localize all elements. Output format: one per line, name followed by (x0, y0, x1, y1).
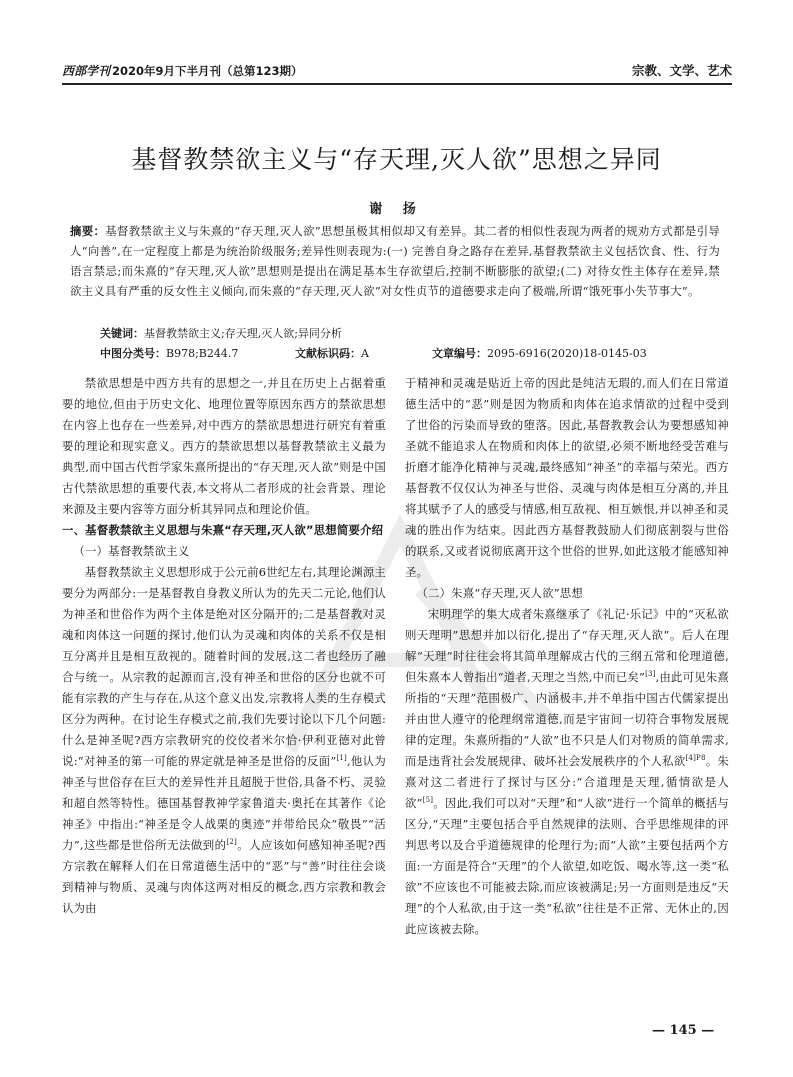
paragraph-text: ,他认为神圣与世俗存在巨大的差异性并且超脱于世俗,具备不朽、灵验和超自然等特性。德国基督教神学家鲁道夫·奥托在其著作《论神圣》中指出:“神圣是令人战栗的奥迹”并带给民众“敬畏”“活力”,这些都是世俗所无法做到的 (62, 754, 386, 852)
article-no-label: 文章编号： (432, 347, 487, 360)
issue-label: 2020年9月下半月刊（总第123期） (112, 64, 303, 78)
page-number: — 145 — (652, 1023, 715, 1038)
paragraph-text: 。因此,我们可以对“天理”和“人欲”进行一个简单的概括与区分,“天理”主要包括合乎自然规律的法则、合乎思维规律的评判思考以及合乎道德规律的伦理行为;而“人欲”主要包括两个方面:一方面是符合“天理”的个人欲望,如吃饭、喝水等,这一类“私欲”不应该也不可能被去除,而应该被满足;另一方面则是违反“天理”的个人私欲,由于这一类“私欲”往往是不正常、无休止的,因此应该被去除。 (405, 796, 729, 936)
paragraph-intro: 禁欲思想是中西方共有的思想之一,并且在历史上占据着重要的地位,但由于历史文化、地理位置等原因东西方的禁欲思想在内容上也存在一些差异,对中西方的禁欲思想进行研究有着重要的理论和现实意义。西方的禁欲思想以基督教禁欲主义最为典型,而中国古代哲学家朱熹所提出的“存天理,灭人欲”则是中国古代禁欲思想的重要代表,本文将从二者形成的社会背景、理论来源及主要内容等方面分析其异同点和理论价值。 (62, 376, 386, 516)
clc-value: B978;B244.7 (166, 347, 239, 360)
doc-code-value: A (361, 347, 369, 360)
article-title: 基督教禁欲主义与“存天理,灭人欲”思想之异同 (131, 145, 662, 174)
citation: [2] (226, 838, 237, 847)
abstract-text: 基督教禁欲主义与朱熹的“存天理,灭人欲”思想虽极其相似却又有差异。其二者的相似性表现为两者的规劝方式都是引导人“向善”,在一定程度上都是为统治阶级服务;差异性则表现为:(一) 完善自身之路存在差异,基督教禁欲主义包括饮食、性、行为语言禁忌;而朱熹的“存天理,灭人欲”思想则是提出在满足基本生存欲望后,控制不断膨胀的欲望;(二) 对待女性主体存在差异,禁欲主义具有严重的反女性主义倾向,而朱熹的“存天理,灭人欲”对女性贞节的道德要求走向了极端,所谓“饿死事小失节事大”。 (70, 224, 720, 298)
journal-issue (62, 62, 303, 79)
keywords-label: 关键词： (100, 327, 144, 340)
classification-line (100, 345, 700, 361)
body-column-right (405, 373, 729, 940)
abstract-label: 摘要： (70, 224, 106, 238)
running-header (62, 58, 732, 84)
section-label: 宗教、文学、艺术 (631, 63, 732, 78)
journal-mark: 西部学刊 (62, 64, 111, 78)
paragraph-text: 。人应该如何感知神圣呢?西方宗教在解释人们在日常道德生活中的“恶”与“善”时往往会谈到精神与物质、灵魂与肉体这两对相反的概念,西方宗教和教会认为由 (62, 838, 386, 915)
paragraph-text: 宋明理学的集大成者朱熹继承了《礼记·乐记》中的“灭私欲则天理明”思想并加以衍化,提出了“存天理,灭人欲”。后人在理解“天理”时往往会将其简单理解成古代的三纲五常和伦理道德,但朱熹本人曾指出“道者,天理之当然,中而已矣” (405, 607, 729, 684)
keywords-value: 基督教禁欲主义;存天理,灭人欲;异同分析 (144, 327, 342, 340)
citation: [4]P8 (685, 754, 706, 763)
subsection-heading-1: （一）基督教禁欲主义 (73, 544, 190, 558)
keywords-line (100, 325, 700, 341)
citation: [1] (336, 754, 347, 763)
article-no-value: 2095-6916(2020)18-0145-03 (487, 347, 647, 360)
abstract (70, 221, 720, 301)
paragraph-continued: 于精神和灵魂是贴近上帝的因此是纯洁无瑕的,而人们在日常道德生活中的“恶”则是因为物质和肉体在追求情欲的过程中受到了世俗的污染而导致的堕落。因此,基督教教会认为要想感知神圣就不能追求人在物质和肉体上的欲望,必须不断地经受苦难与折磨才能净化精神与灵魂,最终感知“神圣”的幸福与荣光。西方基督教不仅仅认为神圣与世俗、灵魂与肉体是相互分离的,并且将其赋予了人的感受与情感,相互敌视、相互嫉恨,并以神圣和灵魂的胜出作为结束。因此西方基督教鼓励人们彻底割裂与世俗的联系,又或者说彻底离开这个世俗的世界,如此这般才能感知神圣。 (405, 376, 729, 579)
citation: [5] (422, 796, 434, 805)
body-column-left (62, 373, 386, 919)
doc-code-label: 文献标识码： (295, 347, 361, 360)
header-rule (62, 83, 732, 85)
clc-label: 中图分类号： (100, 347, 166, 360)
paragraph-text: 基督教禁欲主义思想形成于公元前6世纪左右,其理论渊源主要分为两部分:一是基督教自身教义所认为的先天二元论,他们认为神圣和世俗作为两个主体是绝对区分隔开的;二是基督教对灵魂和肉体这一问题的探讨,他们认为灵魂和肉体的关系不仅是相互分离并且是相互敌视的。随着时间的发展,这二者也经历了融合与统一。从宗教的起源而言,没有神圣和世俗的区分也就不可能有宗教的产生与存在,从这个意义出发,宗教将人类的生存模式区分为两种。在讨论生存模式之前,我们先要讨论以下几个问题:什么是神圣呢?西方宗教研究的佼佼者米尔恰·伊利亚德对此曾说:“对神圣的第一可能的界定就是神圣是世俗的反面” (62, 565, 386, 768)
paragraph-zhuxi (405, 604, 729, 940)
paragraph-text: 。朱熹对这二者进行了探讨与区分:“合道理是天理,循情欲是人欲” (405, 754, 729, 810)
subsection-heading-2: （二）朱熹“存天理,灭人欲”思想 (416, 586, 583, 600)
section-heading-1: 一、基督教禁欲主义思想与朱熹“存天理,灭人欲”思想简要介绍 (62, 523, 384, 537)
paragraph-text: ,由此可见朱熹所指的“天理”范围极广、内涵极丰,并不单指中国古代儒家提出并由世人遵守的伦理纲常道德,而是宇宙间一切符合事物发展规律的定理。朱熹所指的“人欲”也不只是人们对物质的简单需求,而是违背社会发展规律、破坏社会发展秩序的个人私欲 (405, 670, 729, 768)
paragraph-christian-asceticism (62, 562, 386, 919)
citation: [3] (645, 670, 656, 679)
article-author: 谢 扬 (369, 202, 424, 217)
